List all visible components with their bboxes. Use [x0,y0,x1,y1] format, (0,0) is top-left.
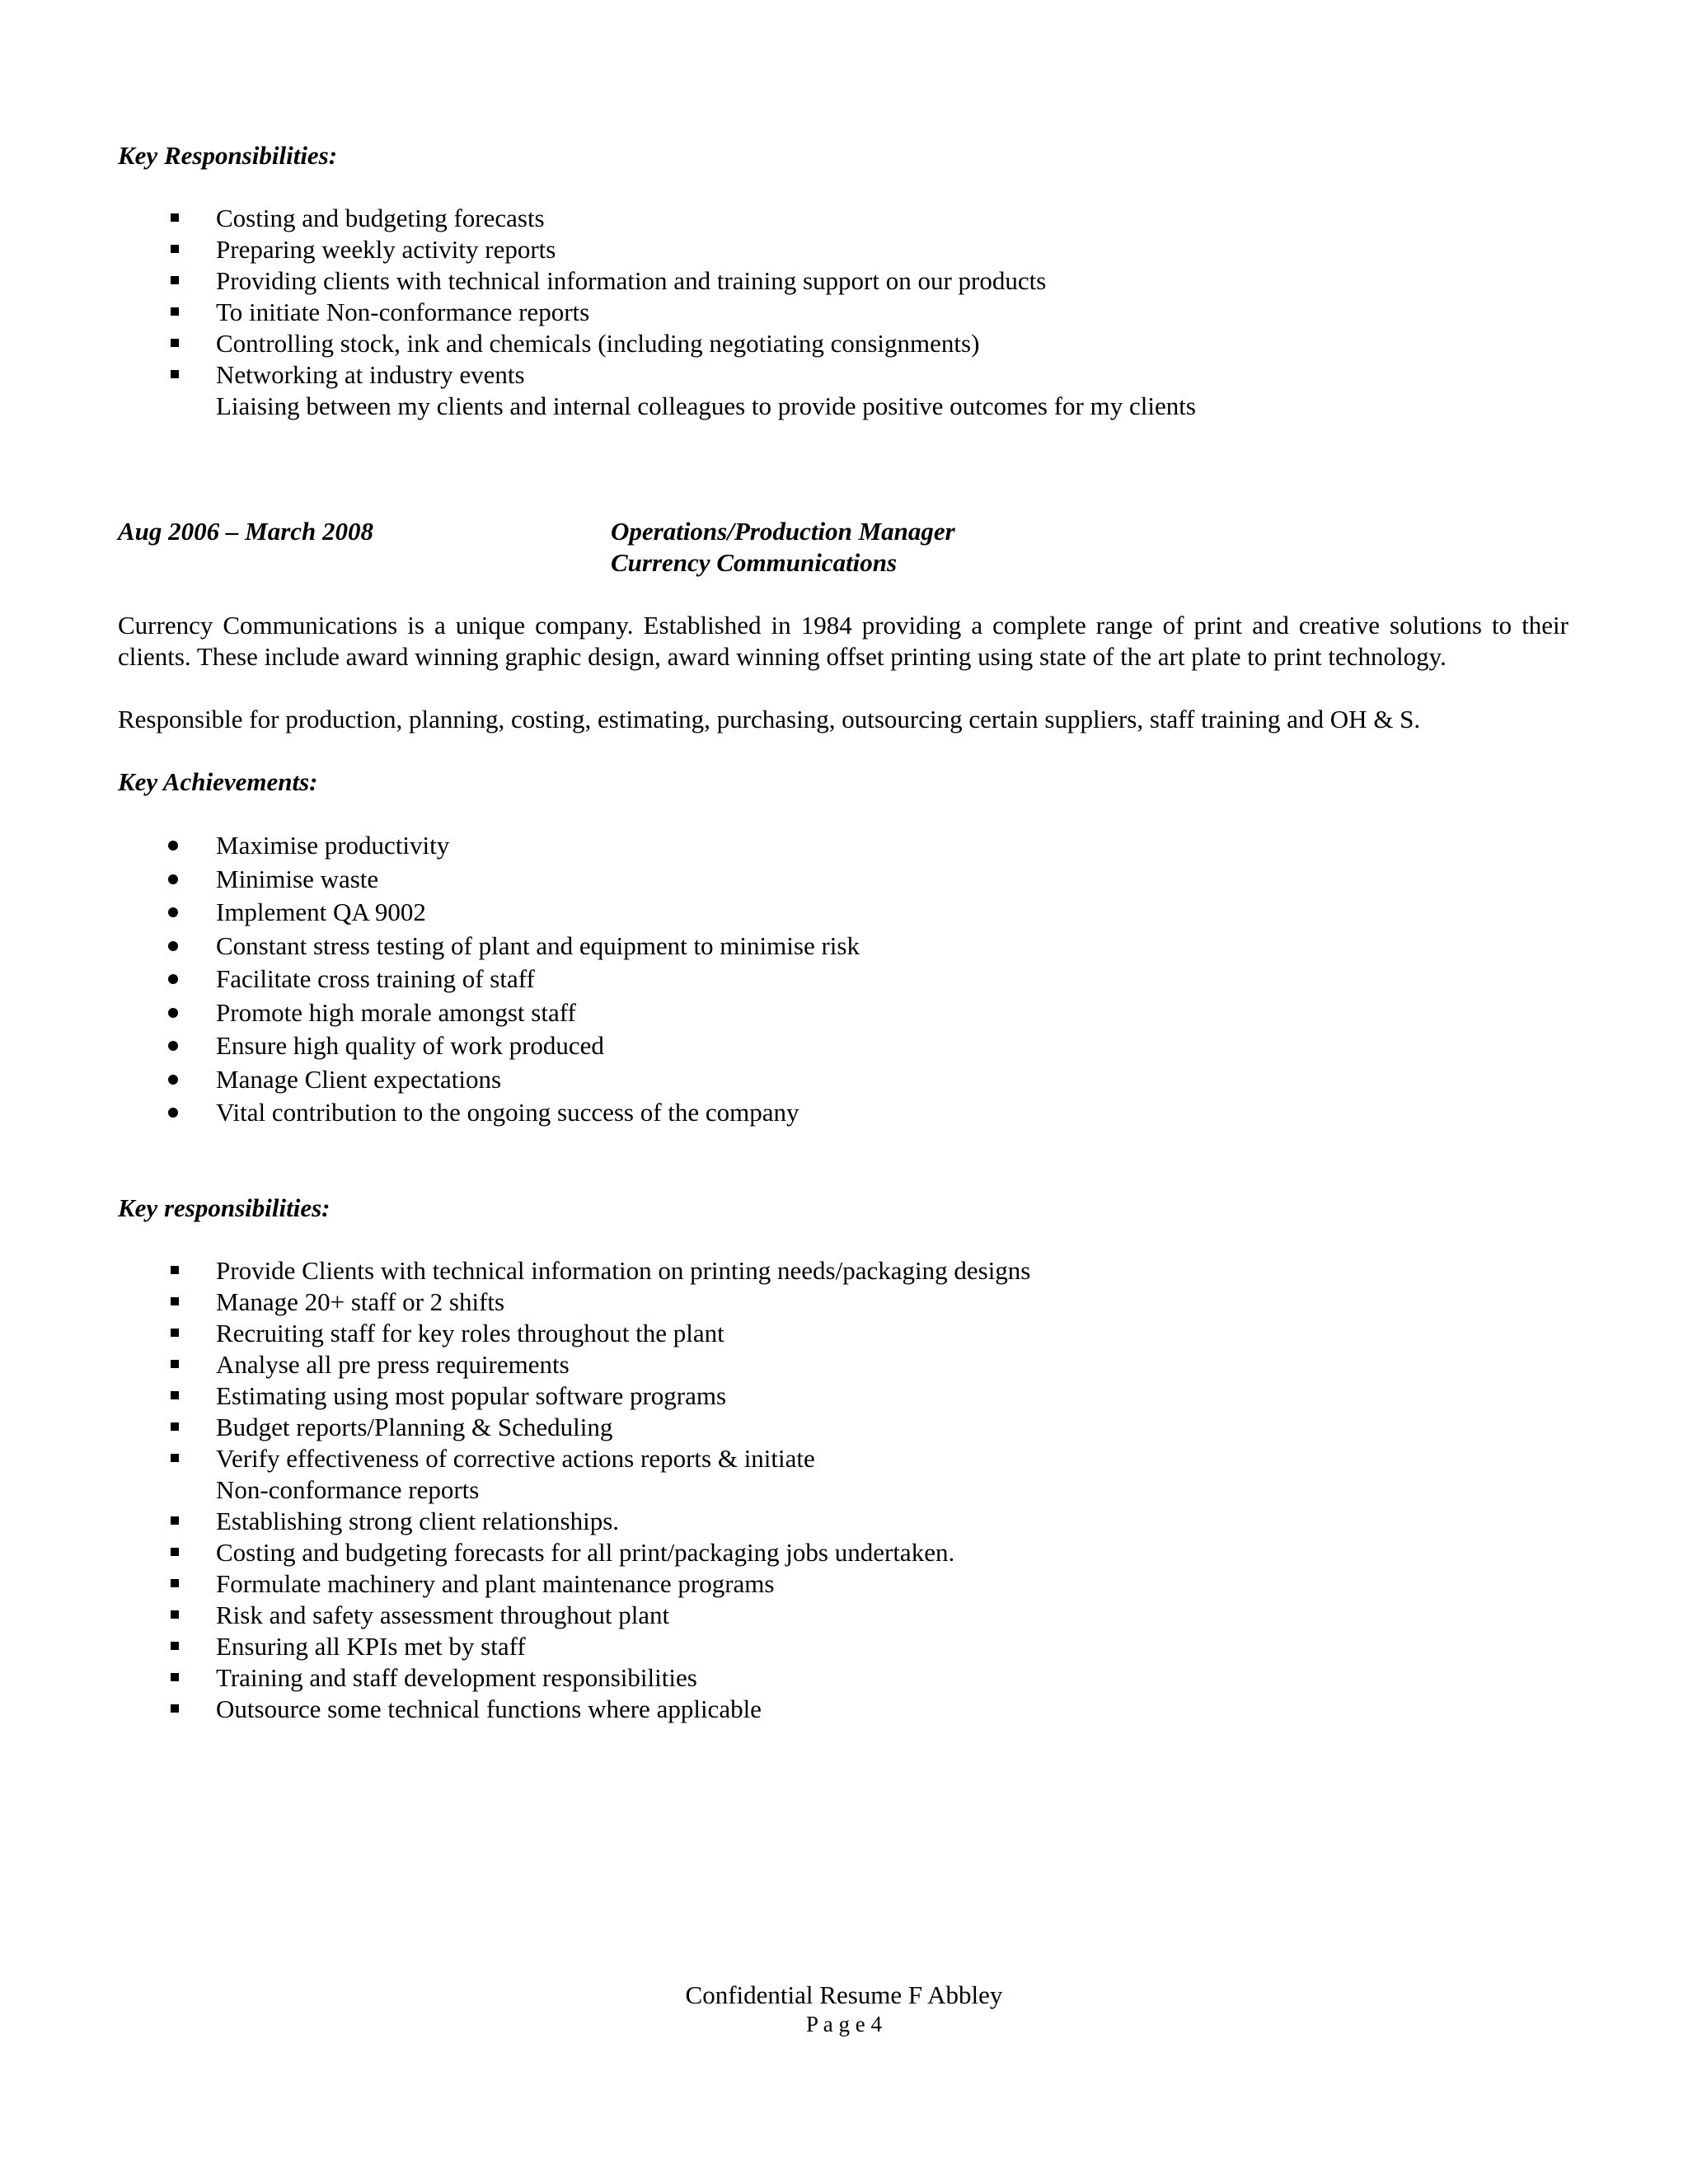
list-item: Budget reports/Planning & Scheduling [118,1412,1568,1443]
list-item: Manage Client expectations [118,1063,1568,1097]
list-item: Risk and safety assessment throughout plant [118,1600,1568,1631]
company-description: Currency Communications is a unique company. Established in 1984 providing a complete range of print and creative solutions to their clients. These include award winning graphic design, award winning offset printing using state of the art plate to print technology. [118,611,1568,671]
job-company: Currency Communications [611,548,898,577]
list-item: Verify effectiveness of corrective actions reports & initiate Non-conformance reports [118,1443,1568,1506]
square-bullet-icon [171,1673,179,1681]
job-role [611,516,955,579]
list-item: Maximise productivity [118,829,1568,863]
square-bullet-icon [171,1422,179,1431]
square-bullet-icon [171,1329,179,1337]
list-item: Outsource some technical functions where applicable [118,1694,1568,1725]
square-bullet-icon [171,1704,179,1713]
square-bullet-icon [171,339,179,347]
round-bullet-icon [168,1075,178,1085]
list-item: Providing clients with technical information and training support on our products [118,265,1568,297]
list-item-continuation: Liaising between my clients and internal colleagues to provide positive outcomes for my clients [216,391,1196,420]
square-bullet-icon [171,1360,179,1368]
list-item: Manage 20+ staff or 2 shifts [118,1286,1568,1318]
square-bullet-icon [171,1579,179,1587]
list-item: Costing and budgeting forecasts for all print/packaging jobs undertaken. [118,1537,1568,1568]
list-item: Analyse all pre press requirements [118,1349,1568,1380]
job-header [118,516,1568,579]
square-bullet-icon [171,245,179,253]
achievements-list [118,829,1568,1130]
list-item: Implement QA 9002 [118,896,1568,930]
job-dates: Aug 2006 – March 2008 [118,517,374,546]
list-item: Recruiting staff for key roles throughout the plant [118,1318,1568,1349]
list-item: Training and staff development responsibilities [118,1662,1568,1694]
list-item: Promote high morale amongst staff [118,996,1568,1030]
square-bullet-icon [171,370,179,378]
list-item: Minimise waste [118,863,1568,897]
round-bullet-icon [168,1041,178,1051]
list-item: To initiate Non-conformance reports [118,297,1568,328]
list-item: Ensure high quality of work produced [118,1029,1568,1063]
key-achievements-heading: Key Achievements: [118,767,318,796]
responsibilities-list-2 [118,1255,1568,1725]
list-item: Ensuring all KPIs met by staff [118,1631,1568,1662]
role-summary: Responsible for production, planning, costing, estimating, purchasing, outsourcing certain suppliers, staff training and OH & S. [118,705,1421,733]
footer-page-number: P a g e 4 [806,2012,882,2036]
square-bullet-icon [171,1454,179,1462]
list-item: Controlling stock, ink and chemicals (including negotiating consignments) [118,328,1568,359]
list-item: Constant stress testing of plant and equipment to minimise risk [118,930,1568,963]
resume-page-content [118,140,1568,1725]
square-bullet-icon [171,1266,179,1274]
round-bullet-icon [168,841,178,851]
responsibilities-list [118,203,1568,391]
list-item: Vital contribution to the ongoing success of the company [118,1096,1568,1130]
round-bullet-icon [168,1008,178,1018]
key-responsibilities-heading-2: Key responsibilities: [118,1193,331,1222]
square-bullet-icon [171,1548,179,1556]
footer-confidential-label: Confidential Resume F Abbley [685,1980,1003,2009]
list-item: Preparing weekly activity reports [118,234,1568,265]
square-bullet-icon [171,213,179,222]
square-bullet-icon [171,276,179,284]
list-item: Provide Clients with technical information on printing needs/packaging designs [118,1255,1568,1286]
round-bullet-icon [168,907,178,917]
round-bullet-icon [168,874,178,884]
list-item-continuation: Non-conformance reports [216,1474,480,1504]
list-item: Facilitate cross training of staff [118,963,1568,996]
list-item: Estimating using most popular software programs [118,1380,1568,1412]
list-item: Networking at industry events [118,359,1568,391]
square-bullet-icon [171,1297,179,1305]
square-bullet-icon [171,307,179,316]
square-bullet-icon [171,1642,179,1650]
square-bullet-icon [171,1610,179,1619]
key-responsibilities-heading: Key Responsibilities: [118,141,338,170]
page-footer [0,1980,1688,2037]
round-bullet-icon [168,941,178,951]
round-bullet-icon [168,974,178,984]
list-item: Establishing strong client relationships. [118,1506,1568,1537]
job-title: Operations/Production Manager [611,517,955,546]
round-bullet-icon [168,1108,178,1118]
list-item: Formulate machinery and plant maintenance programs [118,1568,1568,1600]
list-item: Costing and budgeting forecasts [118,203,1568,234]
square-bullet-icon [171,1391,179,1399]
square-bullet-icon [171,1516,179,1525]
